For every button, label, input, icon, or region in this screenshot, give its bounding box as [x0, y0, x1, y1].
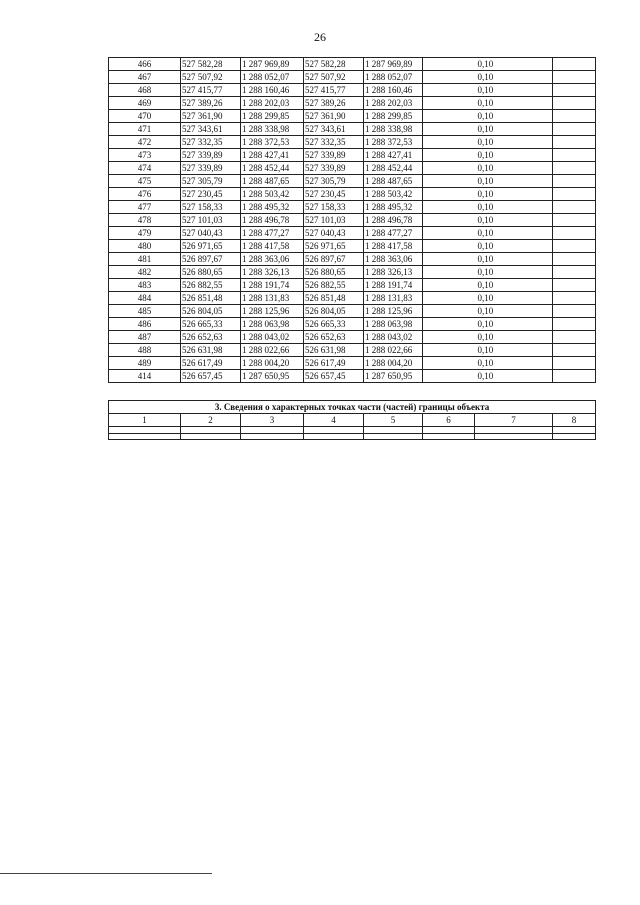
new-x: 527 507,92 — [304, 71, 364, 84]
new-y: 1 288 496,78 — [364, 214, 423, 227]
point-number: 487 — [109, 331, 181, 344]
new-y: 1 288 326,13 — [364, 266, 423, 279]
method-cell — [423, 357, 475, 370]
new-x: 526 631,98 — [304, 344, 364, 357]
new-y: 1 288 299,85 — [364, 110, 423, 123]
point-number: 467 — [109, 71, 181, 84]
method-cell — [423, 305, 475, 318]
new-x: 527 040,43 — [304, 227, 364, 240]
new-y: 1 288 202,03 — [364, 97, 423, 110]
section3-dash-cell: — — [364, 427, 423, 440]
point-number: 475 — [109, 175, 181, 188]
existing-y: 1 287 650,95 — [241, 370, 304, 383]
point-number: 486 — [109, 318, 181, 331]
description-cell — [553, 71, 596, 84]
page-number: 26 — [314, 30, 326, 44]
method-cell — [423, 149, 475, 162]
accuracy-value: 0,10 — [475, 188, 553, 201]
new-x: 526 897,67 — [304, 253, 364, 266]
description-cell — [553, 357, 596, 370]
method-cell — [423, 344, 475, 357]
table-row — [109, 84, 596, 97]
existing-y: 1 288 496,78 — [241, 214, 304, 227]
table-row — [109, 162, 596, 175]
existing-x: 526 880,65 — [181, 266, 241, 279]
method-cell — [423, 97, 475, 110]
existing-y: 1 288 503,42 — [241, 188, 304, 201]
section3-dash-cell: — — [553, 427, 596, 440]
accuracy-value: 0,10 — [475, 331, 553, 344]
accuracy-value: 0,10 — [475, 370, 553, 383]
table-row — [109, 279, 596, 292]
accuracy-value: 0,10 — [475, 175, 553, 188]
table-row — [109, 97, 596, 110]
point-number: 479 — [109, 227, 181, 240]
section3-col-number: 8 — [553, 414, 596, 427]
accuracy-value: 0,10 — [475, 318, 553, 331]
accuracy-value: 0,10 — [475, 71, 553, 84]
description-cell — [553, 279, 596, 292]
accuracy-value: 0,10 — [475, 214, 553, 227]
description-cell — [553, 331, 596, 344]
description-cell — [553, 318, 596, 331]
section3-title: 3. Сведения о характерных точках части (частей) границы объекта — [109, 401, 596, 414]
existing-y: 1 288 326,13 — [241, 266, 304, 279]
description-cell — [553, 201, 596, 214]
description-cell — [553, 305, 596, 318]
existing-y: 1 288 052,07 — [241, 71, 304, 84]
accuracy-value: 0,10 — [475, 253, 553, 266]
description-cell — [553, 266, 596, 279]
coordinates-table — [108, 57, 596, 383]
accuracy-value: 0,10 — [475, 305, 553, 318]
existing-y: 1 288 125,96 — [241, 305, 304, 318]
new-x: 526 652,63 — [304, 331, 364, 344]
new-x: 527 332,35 — [304, 136, 364, 149]
existing-y: 1 287 969,89 — [241, 58, 304, 71]
table-row — [109, 266, 596, 279]
accuracy-value: 0,10 — [475, 97, 553, 110]
existing-y: 1 288 063,98 — [241, 318, 304, 331]
existing-x: 527 582,28 — [181, 58, 241, 71]
point-number: 470 — [109, 110, 181, 123]
new-y: 1 288 022,66 — [364, 344, 423, 357]
existing-x: 526 851,48 — [181, 292, 241, 305]
new-x: 526 665,33 — [304, 318, 364, 331]
table-row — [109, 292, 596, 305]
existing-x: 526 617,49 — [181, 357, 241, 370]
existing-x: 527 101,03 — [181, 214, 241, 227]
method-cell — [423, 110, 475, 123]
point-number: 466 — [109, 58, 181, 71]
method-cell — [423, 201, 475, 214]
section3-col-number: 2 — [181, 414, 241, 427]
description-cell — [553, 292, 596, 305]
point-number: 489 — [109, 357, 181, 370]
method-cell — [423, 175, 475, 188]
table-row — [109, 331, 596, 344]
section3-dash-cell: — — [181, 427, 241, 440]
new-y: 1 288 363,06 — [364, 253, 423, 266]
method-cell — [423, 279, 475, 292]
new-x: 527 305,79 — [304, 175, 364, 188]
point-number: 477 — [109, 201, 181, 214]
method-cell — [423, 214, 475, 227]
accuracy-value: 0,10 — [475, 227, 553, 240]
new-y: 1 288 063,98 — [364, 318, 423, 331]
new-y: 1 288 495,32 — [364, 201, 423, 214]
accuracy-value: 0,10 — [475, 240, 553, 253]
new-x: 527 389,26 — [304, 97, 364, 110]
table-row — [109, 227, 596, 240]
section3-dash-cell: — — [423, 427, 475, 440]
new-x: 526 804,05 — [304, 305, 364, 318]
table-row — [109, 357, 596, 370]
method-cell — [423, 71, 475, 84]
existing-x: 527 305,79 — [181, 175, 241, 188]
method-cell — [423, 188, 475, 201]
new-y: 1 288 160,46 — [364, 84, 423, 97]
table-row — [109, 318, 596, 331]
new-x: 527 361,90 — [304, 110, 364, 123]
table-row — [109, 305, 596, 318]
description-cell — [553, 188, 596, 201]
point-number: 482 — [109, 266, 181, 279]
existing-y: 1 288 427,41 — [241, 149, 304, 162]
existing-y: 1 288 487,65 — [241, 175, 304, 188]
point-number: 474 — [109, 162, 181, 175]
existing-y: 1 288 372,53 — [241, 136, 304, 149]
existing-y: 1 288 160,46 — [241, 84, 304, 97]
table-row — [109, 149, 596, 162]
method-cell — [423, 123, 475, 136]
accuracy-value: 0,10 — [475, 357, 553, 370]
method-cell — [423, 266, 475, 279]
existing-x: 527 040,43 — [181, 227, 241, 240]
section3-dash-cell: — — [109, 427, 181, 440]
new-y: 1 288 503,42 — [364, 188, 423, 201]
new-y: 1 288 417,58 — [364, 240, 423, 253]
description-cell — [553, 175, 596, 188]
description-cell — [553, 136, 596, 149]
existing-y: 1 288 191,74 — [241, 279, 304, 292]
new-y: 1 288 125,96 — [364, 305, 423, 318]
section3-col-number: 1 — [109, 414, 181, 427]
new-y: 1 288 487,65 — [364, 175, 423, 188]
new-x: 526 880,65 — [304, 266, 364, 279]
existing-y: 1 288 417,58 — [241, 240, 304, 253]
section3-col-number: 6 — [423, 414, 475, 427]
point-number: 472 — [109, 136, 181, 149]
new-x: 526 617,49 — [304, 357, 364, 370]
point-number: 480 — [109, 240, 181, 253]
table-row — [109, 58, 596, 71]
point-number: 476 — [109, 188, 181, 201]
existing-x: 527 339,89 — [181, 162, 241, 175]
section3-table — [108, 400, 596, 440]
existing-x: 527 230,45 — [181, 188, 241, 201]
description-cell — [553, 123, 596, 136]
new-x: 527 582,28 — [304, 58, 364, 71]
existing-x: 526 804,05 — [181, 305, 241, 318]
existing-y: 1 288 338,98 — [241, 123, 304, 136]
new-y: 1 287 969,89 — [364, 58, 423, 71]
table-row — [109, 370, 596, 383]
method-cell — [423, 227, 475, 240]
existing-x: 527 343,61 — [181, 123, 241, 136]
point-number: 469 — [109, 97, 181, 110]
existing-x: 526 652,63 — [181, 331, 241, 344]
method-cell — [423, 136, 475, 149]
table-row — [109, 110, 596, 123]
description-cell — [553, 253, 596, 266]
table-row — [109, 123, 596, 136]
existing-x: 527 361,90 — [181, 110, 241, 123]
existing-y: 1 288 043,02 — [241, 331, 304, 344]
method-cell — [423, 292, 475, 305]
method-cell — [423, 253, 475, 266]
point-number: 471 — [109, 123, 181, 136]
table-row — [109, 136, 596, 149]
new-y: 1 288 131,83 — [364, 292, 423, 305]
new-x: 526 882,55 — [304, 279, 364, 292]
existing-x: 526 971,65 — [181, 240, 241, 253]
existing-x: 527 415,77 — [181, 84, 241, 97]
table-bottom-rule — [108, 433, 595, 434]
description-cell — [553, 110, 596, 123]
table-row — [109, 344, 596, 357]
method-cell — [423, 331, 475, 344]
new-x: 527 339,89 — [304, 149, 364, 162]
new-y: 1 288 043,02 — [364, 331, 423, 344]
new-x: 527 230,45 — [304, 188, 364, 201]
new-y: 1 287 650,95 — [364, 370, 423, 383]
table-row — [109, 188, 596, 201]
section3-col-number: 7 — [475, 414, 553, 427]
existing-y: 1 288 022,66 — [241, 344, 304, 357]
accuracy-value: 0,10 — [475, 136, 553, 149]
new-x: 526 657,45 — [304, 370, 364, 383]
method-cell — [423, 58, 475, 71]
new-x: 527 415,77 — [304, 84, 364, 97]
description-cell — [553, 344, 596, 357]
description-cell — [553, 227, 596, 240]
new-x: 527 343,61 — [304, 123, 364, 136]
existing-y: 1 288 477,27 — [241, 227, 304, 240]
existing-x: 526 882,55 — [181, 279, 241, 292]
point-number: 468 — [109, 84, 181, 97]
description-cell — [553, 370, 596, 383]
existing-x: 526 631,98 — [181, 344, 241, 357]
description-cell — [553, 214, 596, 227]
table-row — [109, 214, 596, 227]
existing-y: 1 288 202,03 — [241, 97, 304, 110]
coordinates-table-body — [109, 58, 596, 383]
new-x: 526 971,65 — [304, 240, 364, 253]
existing-y: 1 288 004,20 — [241, 357, 304, 370]
description-cell — [553, 240, 596, 253]
section3-column-numbers-row — [109, 414, 596, 427]
section3-title-row — [109, 401, 596, 414]
accuracy-value: 0,10 — [475, 266, 553, 279]
section3-col-number: 5 — [364, 414, 423, 427]
accuracy-value: 0,10 — [475, 110, 553, 123]
method-cell — [423, 162, 475, 175]
new-x: 526 851,48 — [304, 292, 364, 305]
point-number: 414 — [109, 370, 181, 383]
existing-y: 1 288 131,83 — [241, 292, 304, 305]
table-row — [109, 240, 596, 253]
accuracy-value: 0,10 — [475, 123, 553, 136]
new-y: 1 288 477,27 — [364, 227, 423, 240]
description-cell — [553, 58, 596, 71]
accuracy-value: 0,10 — [475, 149, 553, 162]
existing-x: 526 897,67 — [181, 253, 241, 266]
existing-x: 527 507,92 — [181, 71, 241, 84]
point-number: 473 — [109, 149, 181, 162]
point-number: 484 — [109, 292, 181, 305]
accuracy-value: 0,10 — [475, 84, 553, 97]
section3-col-number: 4 — [304, 414, 364, 427]
existing-x: 526 665,33 — [181, 318, 241, 331]
accuracy-value: 0,10 — [475, 58, 553, 71]
point-number: 485 — [109, 305, 181, 318]
table-row — [109, 71, 596, 84]
description-cell — [553, 97, 596, 110]
existing-x: 526 657,45 — [181, 370, 241, 383]
method-cell — [423, 84, 475, 97]
new-x: 527 158,33 — [304, 201, 364, 214]
accuracy-value: 0,10 — [475, 344, 553, 357]
section3-dash-cell: — — [304, 427, 364, 440]
new-x: 527 101,03 — [304, 214, 364, 227]
method-cell — [423, 240, 475, 253]
point-number: 483 — [109, 279, 181, 292]
accuracy-value: 0,10 — [475, 279, 553, 292]
section3-col-number: 3 — [241, 414, 304, 427]
table-row — [109, 201, 596, 214]
table-row — [109, 253, 596, 266]
new-y: 1 288 191,74 — [364, 279, 423, 292]
method-cell — [423, 318, 475, 331]
new-y: 1 288 372,53 — [364, 136, 423, 149]
section3-dash-cell: — — [241, 427, 304, 440]
description-cell — [553, 84, 596, 97]
new-y: 1 288 452,44 — [364, 162, 423, 175]
existing-x: 527 158,33 — [181, 201, 241, 214]
accuracy-value: 0,10 — [475, 162, 553, 175]
point-number: 478 — [109, 214, 181, 227]
table-row — [109, 175, 596, 188]
new-y: 1 288 427,41 — [364, 149, 423, 162]
existing-x: 527 339,89 — [181, 149, 241, 162]
new-x: 527 339,89 — [304, 162, 364, 175]
point-number: 488 — [109, 344, 181, 357]
existing-x: 527 389,26 — [181, 97, 241, 110]
section3-dash-cell: — — [475, 427, 553, 440]
new-y: 1 288 338,98 — [364, 123, 423, 136]
footer-rule — [0, 873, 212, 874]
method-cell — [423, 370, 475, 383]
new-y: 1 288 052,07 — [364, 71, 423, 84]
existing-y: 1 288 452,44 — [241, 162, 304, 175]
point-number: 481 — [109, 253, 181, 266]
accuracy-value: 0,10 — [475, 201, 553, 214]
existing-y: 1 288 495,32 — [241, 201, 304, 214]
existing-x: 527 332,35 — [181, 136, 241, 149]
new-y: 1 288 004,20 — [364, 357, 423, 370]
description-cell — [553, 162, 596, 175]
description-cell — [553, 149, 596, 162]
existing-y: 1 288 363,06 — [241, 253, 304, 266]
existing-y: 1 288 299,85 — [241, 110, 304, 123]
accuracy-value: 0,10 — [475, 292, 553, 305]
